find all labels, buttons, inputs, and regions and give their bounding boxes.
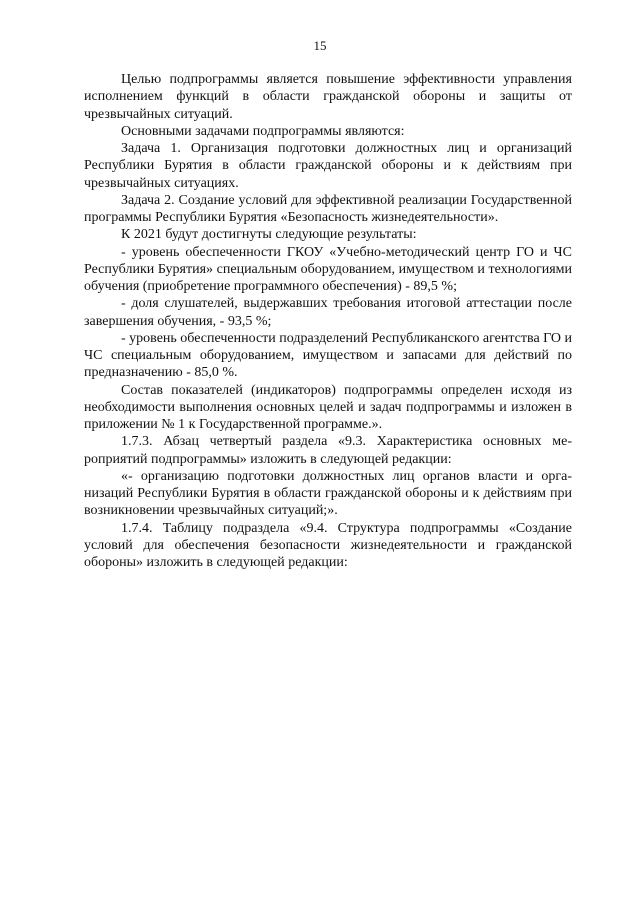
paragraph-tasks-intro: Основными задачами подпрограммы являются: <box>121 123 405 139</box>
paragraph-1-7-4: 1.7.4. Таблицу подраздела «9.4. Структура подпрограммы «Создание условий для обеспечения безопасности жизнедеятельности и гражданской обороны» изложить в следующей редакции: <box>84 520 572 570</box>
paragraph-task-2: Задача 2. Создание условий для эффективной реализации Государственной программы Республики Бурятия «Безопасность жизнедеятельности». <box>84 192 572 225</box>
paragraph-goal: Целью подпрограммы является повышение эффективности управления исполнением функций в области гражданской обороны и защиты от чрезвычайных ситуаций. <box>84 72 572 122</box>
paragraph-1-7-3: 1.7.3. Абзац четвертый раздела «9.3. Характеристика основных мероприятий подпрограммы» изложить в следующей редакции: <box>84 434 572 467</box>
paragraph-result-3: - уровень обеспеченности подразделений Республиканского агентства ГО и ЧС специальным оборудованием, имуществом и запасами для действий по предназначению - 85,0 %. <box>84 330 573 381</box>
page-number: 15 <box>313 38 327 53</box>
paragraph-task-1: Задача 1. Организация подготовки должностных лиц и организаций Республики Бурятия в области гражданской обороны и к действиям при чрезвычайных ситуациях. <box>84 141 572 191</box>
paragraph-indicators: Состав показателей (индикаторов) подпрограммы определен исходя из необходимости выполнения основных целей и задач подпрограммы и изложен в приложении № 1 к Государственной программе.». <box>84 382 572 432</box>
document-body <box>84 71 572 571</box>
paragraph-result-2: - доля слушателей, выдержавших требования итоговой аттестации после завершения обучения, - 93,5 %; <box>84 296 572 329</box>
paragraph-results-intro: К 2021 будут достигнуты следующие результаты: <box>121 227 417 243</box>
paragraph-quote-training: «- организацию подготовки должностных лиц органов власти и организаций Республики Бурятия в области гражданской обороны и к действиям при возникновении чрезвычайных ситуаций;». <box>84 468 572 519</box>
paragraph-result-1: - уровень обеспеченности ГКОУ «Учебно-методический центр ГО и ЧС Республики Бурятия» специальным оборудованием, имуществом и технологиями обучения (приобретение программного обеспечения) - 89,5 %; <box>84 244 572 294</box>
